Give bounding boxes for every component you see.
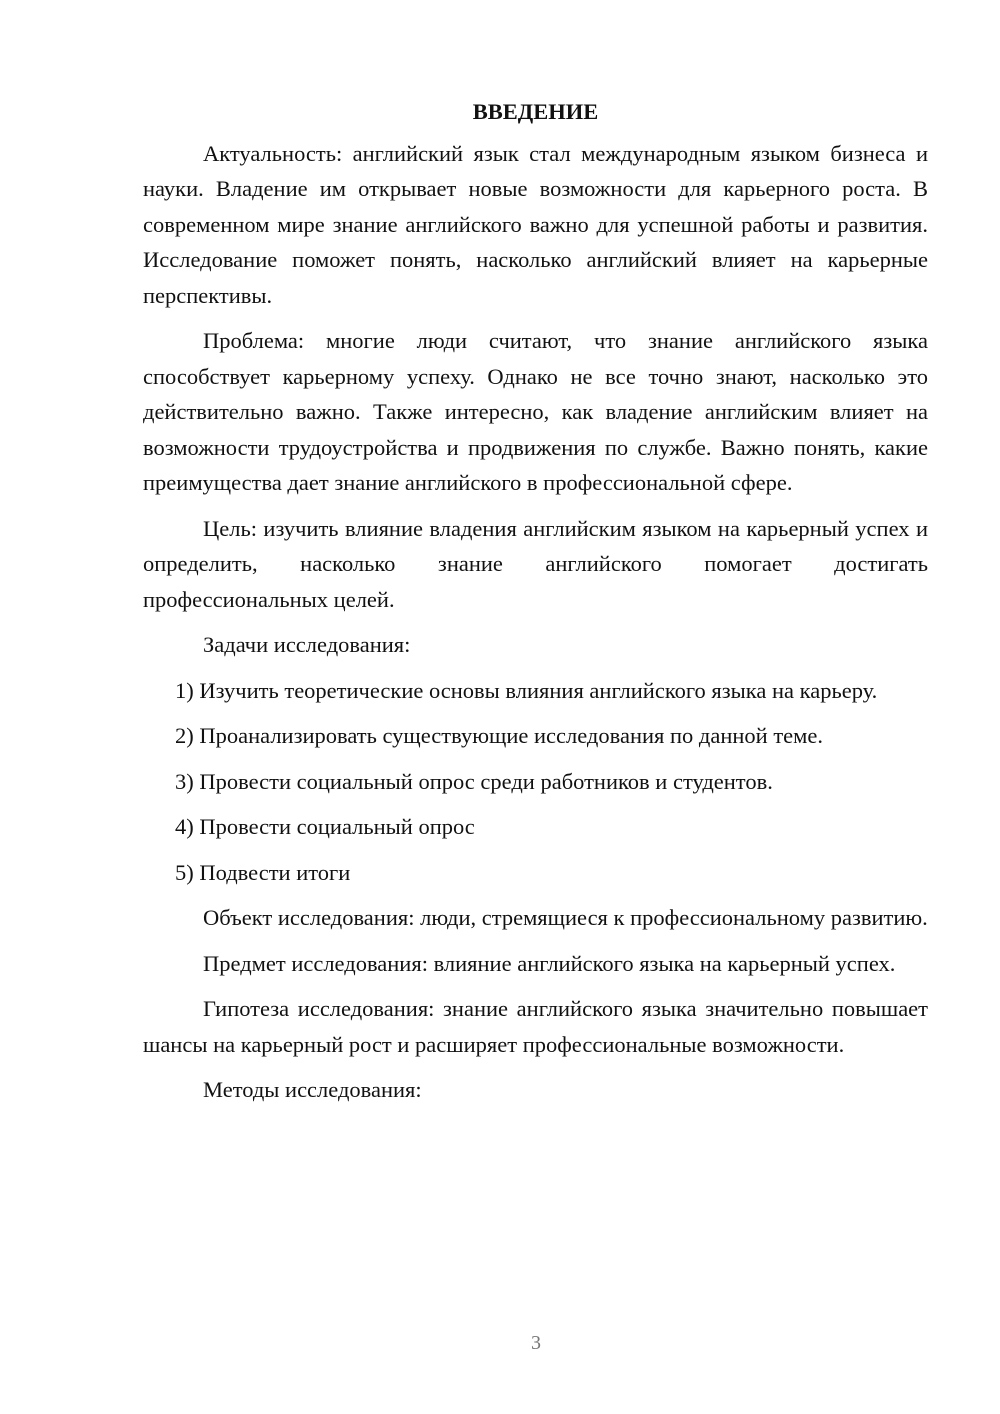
task-item-5: 5) Подвести итоги [175, 859, 351, 885]
task-item-4: 4) Провести социальный опрос [175, 814, 475, 839]
task-item-2: 2) Проанализировать существующие исследования по данной теме. [175, 723, 824, 748]
task-item-3: 3) Провести социальный опрос среди работников и студентов. [175, 768, 773, 794]
paragraph-subject: Предмет исследования: влияние английского языка на карьерный успех. [203, 950, 896, 976]
page-content [143, 94, 928, 1118]
methods-heading: Методы исследования: [203, 1077, 422, 1102]
page-title: ВВЕДЕНИЕ [472, 99, 599, 124]
paragraph-object: Объект исследования: люди, стремящиеся к профессиональному развитию. [203, 905, 928, 930]
task-item-1: 1) Изучить теоретические основы влияния английского языка на карьеру. [175, 677, 878, 703]
paragraph-hypothesis: Гипотеза исследования: знание английского языка значительно повышает шансы на карьерный рост и расширяет профессиональные возможности. [143, 996, 928, 1057]
page-number: 3 [531, 1332, 541, 1354]
paragraph-problem: Проблема: многие люди считают, что знание английского языка способствует карьерному успеху. Однако не все точно знают, насколько это действительно важно. Также интересно, как владение английским влияет на возможности трудоустройства и продвижения по службе. Важно понять, какие преимущества дает знание английского в профессиональной сфере. [143, 328, 928, 495]
paragraph-goal: Цель: изучить влияние владения английским языком на карьерный успех и определить, насколько знание английского помогает достигать профессиональных целей. [143, 515, 928, 612]
paragraph-relevance: Актуальность: английский язык стал международным языком бизнеса и науки. Владение им открывает новые возможности для карьерного роста. В современном мире знание английского важно для успешной работы и развития. Исследование поможет понять, насколько английский влияет на карьерные перспективы. [143, 140, 928, 308]
tasks-heading: Задачи исследования: [203, 632, 411, 657]
